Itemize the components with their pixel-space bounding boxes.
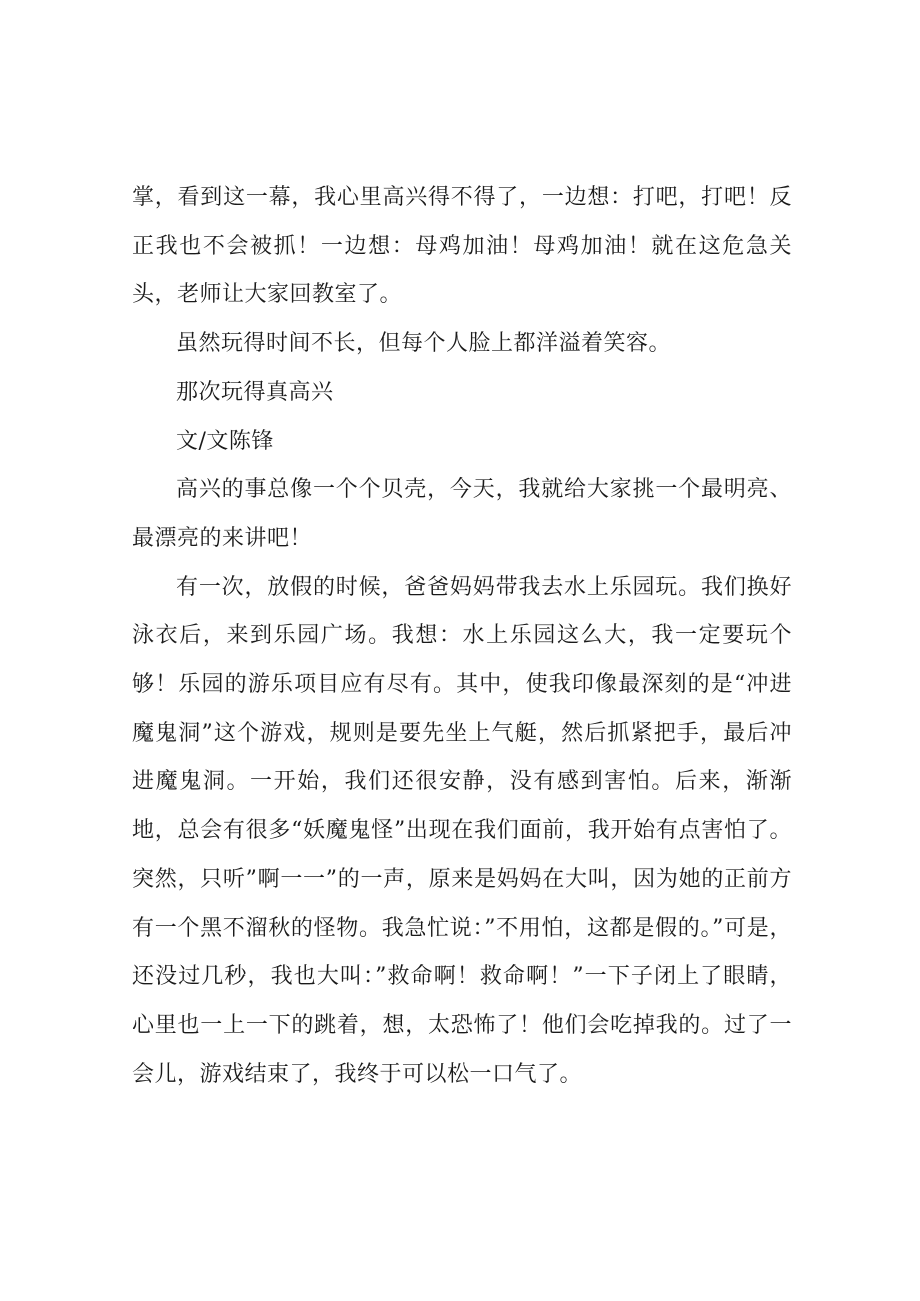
paragraph-continuation: 掌，看到这一幕，我心里高兴得不得了，一边想：打吧，打吧！反正我也不会被抓！一边想：母鸡加油！母鸡加油！就在这危急关头，老师让大家回教室了。 bbox=[132, 185, 792, 308]
paragraph-summary: 虽然玩得时间不长，但每个人脸上都洋溢着笑容。 bbox=[176, 331, 672, 357]
paragraph-story: 有一次，放假的时候，爸爸妈妈带我去水上乐园玩。我们换好泳衣后，来到乐园广场。我想：水上乐园这么大，我一定要玩个够！乐园的游乐项目应有尽有。其中，使我印像最深刻的是“冲进魔鬼洞”这个游戏，规则是要先坐上气艇，然后抓紧把手，最后冲进魔鬼洞。一开始，我们还很安静，没有感到害怕。后来，渐渐地，总会有很多“妖魔鬼怪”出现在我们面前，我开始有点害怕了。突然，只听”啊一一”的一声，原来是妈妈在大叫，因为她的正前方有一个黑不溜秋的怪物。我急忙说：”不用怕，这都是假的。”可是，还没过几秒，我也大叫：”救命啊！救命啊！”一下子闭上了眼睛，心里也一上一下的跳着，想，太恐怖了！他们会吃掉我的。过了一会儿，游戏结束了，我终于可以松一口气了。 bbox=[132, 574, 792, 1087]
document-body bbox=[132, 174, 792, 1099]
paragraph-intro: 高兴的事总像一个个贝壳，今天，我就给大家挑一个最明亮、最漂亮的来讲吧！ bbox=[132, 477, 792, 551]
essay-author: 文/文陈锋 bbox=[176, 428, 274, 454]
essay-title: 那次玩得真高兴 bbox=[176, 379, 334, 405]
